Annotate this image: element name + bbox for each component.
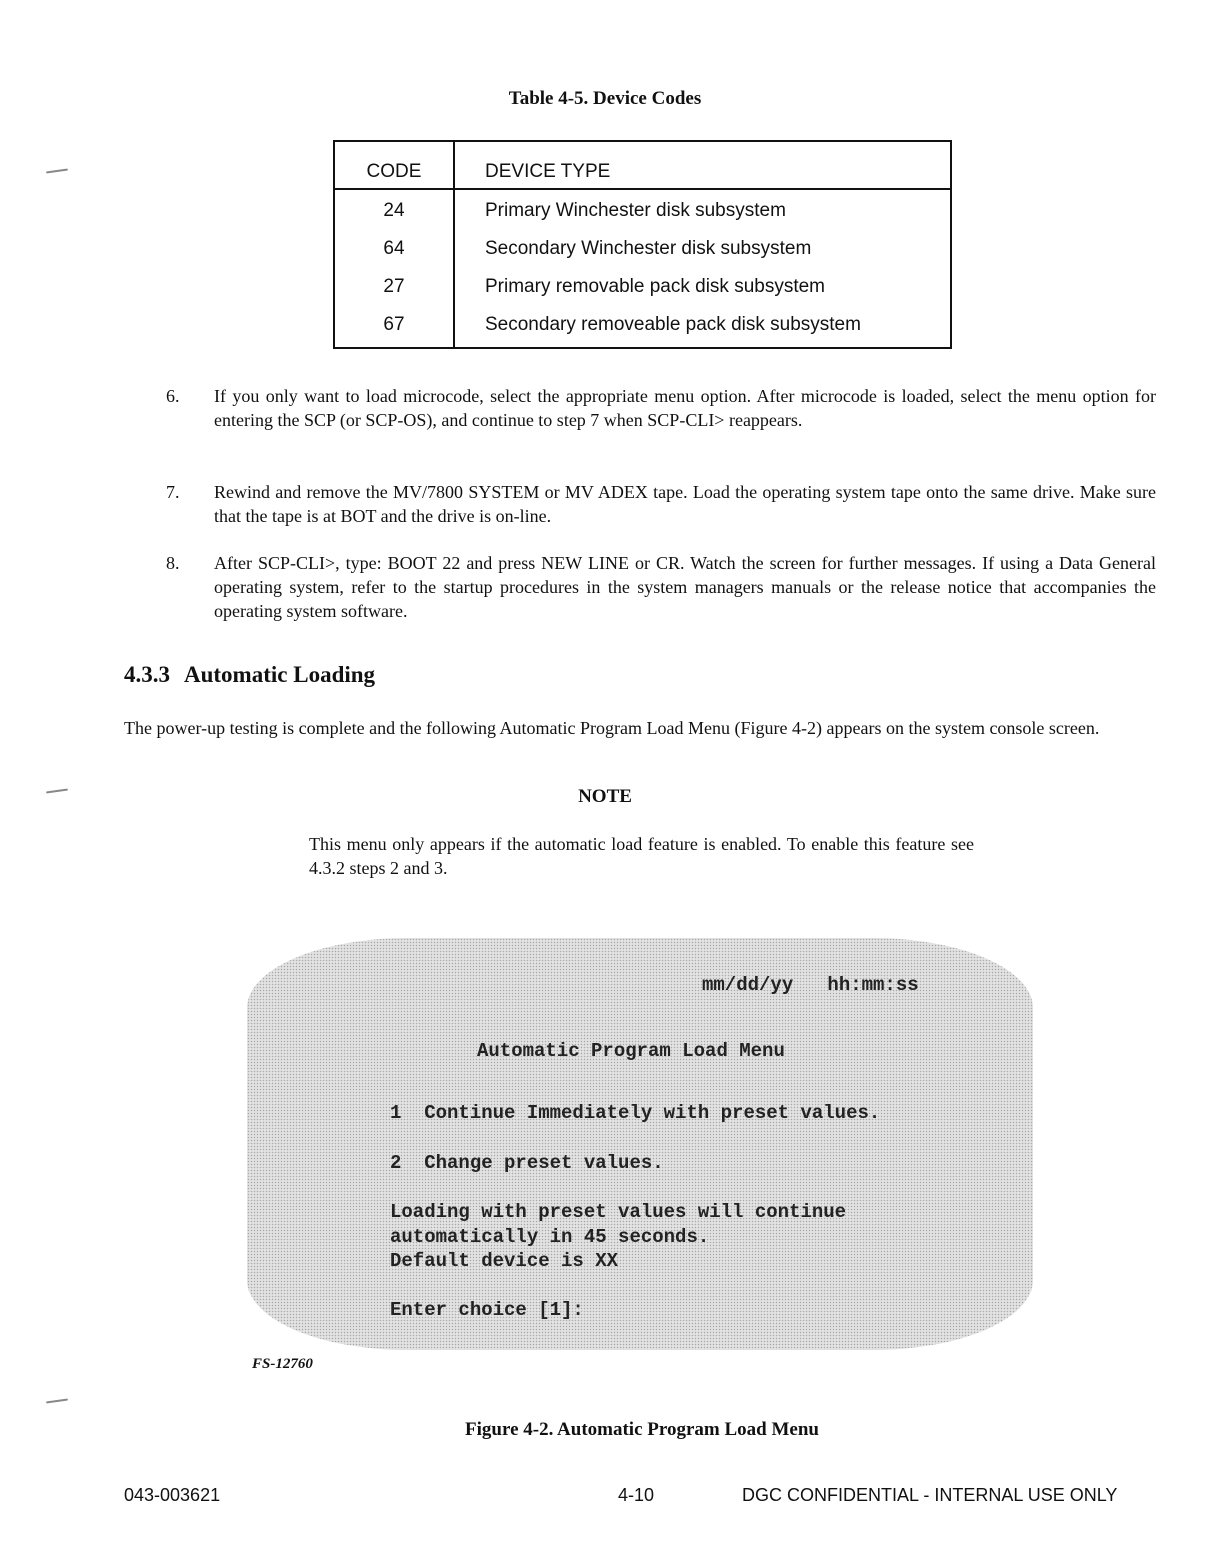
note-body: This menu only appears if the automatic load feature is enabled. To enable this feature see 4.3.2 steps 2 and 3. — [309, 834, 974, 878]
step-7 — [166, 480, 1156, 528]
step-number: 7. — [166, 482, 180, 502]
console-screen — [247, 938, 1033, 1350]
header-code: CODE — [366, 161, 422, 182]
screen-message-line: Default device is XX — [390, 1250, 619, 1272]
footer-classification: DGC CONFIDENTIAL - INTERNAL USE ONLY — [742, 1485, 1118, 1505]
device-type: Secondary Winchester disk subsystem — [485, 238, 812, 259]
device-code: 24 — [383, 200, 405, 221]
step-number: 8. — [166, 553, 180, 573]
step-number: 6. — [166, 386, 180, 406]
device-type: Primary Winchester disk subsystem — [485, 200, 786, 221]
device-code: 67 — [383, 314, 405, 335]
step-text: Rewind and remove the MV/7800 SYSTEM or MV ADEX tape. Load the operating system tape onto the same drive. Make sure that the tape is at BOT and the drive is on-line. — [214, 482, 1156, 526]
section-heading — [124, 662, 375, 688]
screen-message-line: Loading with preset values will continue — [390, 1201, 847, 1223]
note-title: NOTE — [578, 786, 632, 807]
screen-prompt: Enter choice [1]: — [390, 1299, 584, 1321]
header-divider — [335, 188, 950, 190]
footer-page-number: 4-10 — [618, 1485, 655, 1505]
step-text: If you only want to load microcode, select the appropriate menu option. After microcode is loaded, select the menu option for entering the SCP (or SCP-OS), and continue to step 7 when SCP-CLI> reappears. — [214, 386, 1156, 430]
screen-message-line: automatically in 45 seconds. — [390, 1226, 710, 1248]
section-title: Automatic Loading — [184, 662, 376, 687]
device-type: Primary removable pack disk subsystem — [485, 276, 825, 297]
step-6 — [166, 384, 1156, 432]
screen-option-1: 1 Continue Immediately with preset values. — [390, 1102, 881, 1124]
margin-mark — [46, 1398, 68, 1403]
header-device-type: DEVICE TYPE — [485, 161, 611, 182]
footer-doc-number: 043-003621 — [124, 1485, 221, 1505]
figure-id: FS-12760 — [252, 1356, 313, 1372]
column-divider — [453, 142, 455, 347]
step-8 — [166, 551, 1156, 623]
device-type: Secondary removeable pack disk subsystem — [485, 314, 861, 335]
section-number: 4.3.3 — [124, 662, 170, 687]
margin-mark — [46, 168, 68, 173]
device-code: 64 — [383, 238, 405, 259]
screen-option-2: 2 Change preset values. — [390, 1152, 664, 1174]
screen-datetime: mm/dd/yy hh:mm:ss — [702, 974, 919, 996]
device-codes-table — [333, 140, 952, 349]
figure-caption: Figure 4-2. Automatic Program Load Menu — [465, 1419, 819, 1440]
device-code: 27 — [383, 276, 405, 297]
intro-paragraph: The power-up testing is complete and the following Automatic Program Load Menu (Figure 4-2) appears on the system console screen. — [124, 718, 1100, 738]
step-text: After SCP-CLI>, type: BOOT 22 and press NEW LINE or CR. Watch the screen for further messages. If using a Data General operating system, refer to the startup procedures in the system managers manuals or the release notice that accompanies the operating system software. — [214, 553, 1156, 621]
table-caption: Table 4-5. Device Codes — [508, 88, 702, 109]
screen-menu-title: Automatic Program Load Menu — [477, 1040, 785, 1062]
